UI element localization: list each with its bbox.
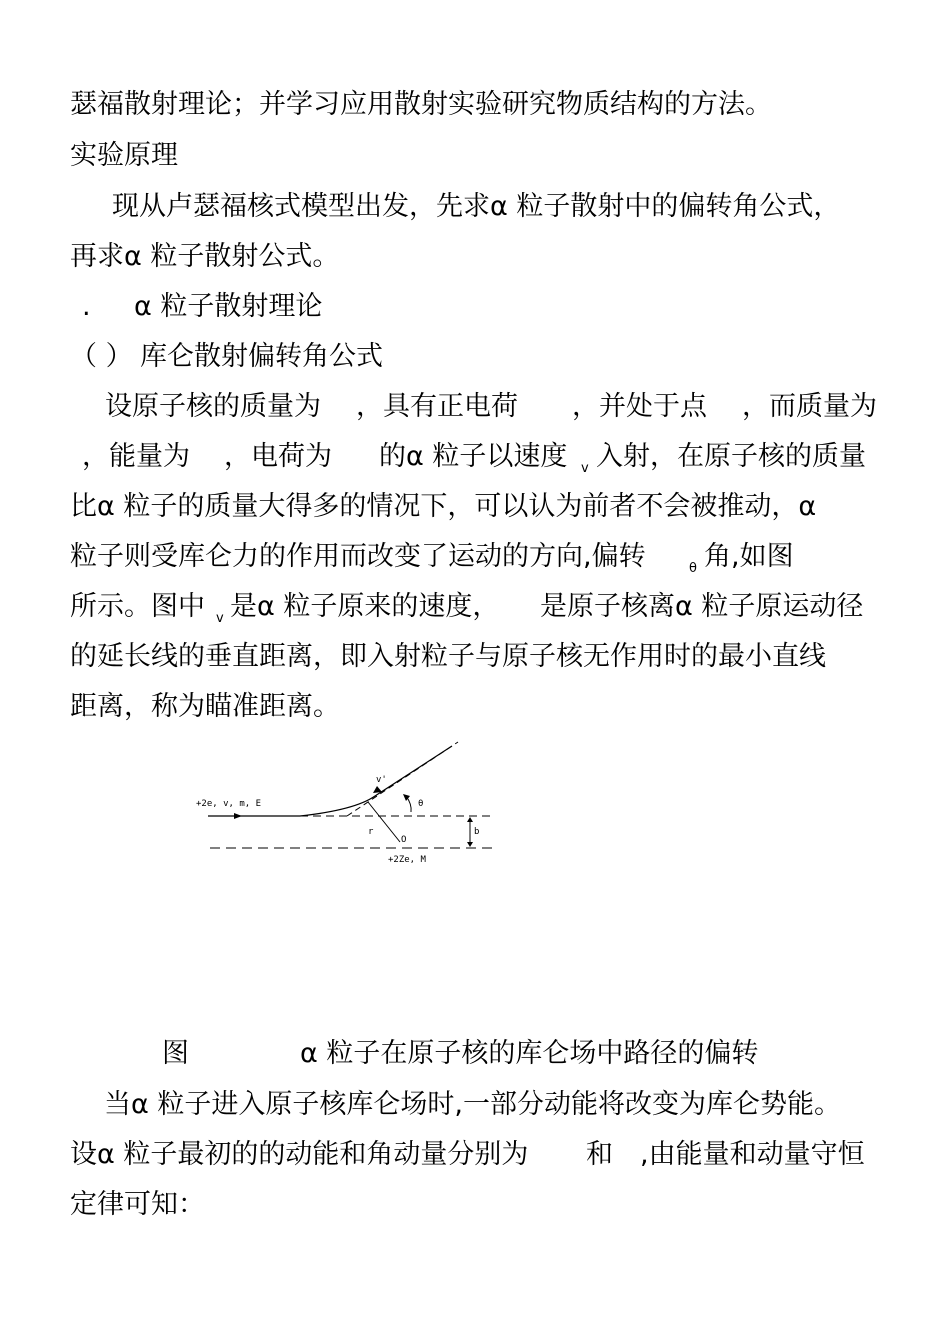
text-segment: ，而质量为 — [742, 391, 877, 422]
text-segment: 角,如图 — [704, 541, 794, 572]
label-vprime: v' — [376, 775, 387, 785]
text-line: 当α 粒子进入原子核库仑场时,一部分动能将改变为库仑势能。 — [104, 1089, 841, 1120]
text-segment: 粒子则受库仑力的作用而改变了运动的方向,偏转 — [70, 541, 646, 572]
b-arrow-down-icon — [467, 842, 473, 847]
text-segment: 入射，在原子核的质量 — [596, 441, 866, 472]
text-line: 现从卢瑟福核式模型出发，先求α 粒子散射中的偏转角公式， — [112, 191, 841, 222]
subsection-title: α 粒子散射理论 — [134, 291, 323, 322]
text-line: 距离，称为瞄准距离。 — [70, 691, 340, 722]
text-segment: 和 — [586, 1139, 613, 1170]
text-segment: ，能量为 — [82, 441, 190, 472]
subsubsection-marker: （ ） — [70, 341, 133, 372]
subscript: θ — [689, 561, 697, 576]
text-segment: ,由能量和动量守恒 — [640, 1139, 865, 1170]
text-segment: 的α 粒子以速度 — [379, 441, 568, 472]
text-segment: ，并处于点 — [572, 391, 707, 422]
text-segment: 是α 粒子原来的速度， — [230, 591, 500, 622]
label-particle: +2e, v, m, E — [196, 799, 262, 809]
text-line: 定律可知： — [70, 1189, 205, 1220]
subscript: v — [581, 461, 589, 476]
subsection-marker: . — [82, 291, 91, 322]
label-O: O — [401, 835, 407, 845]
text-segment: 所示。图中 — [70, 591, 205, 622]
figure-caption-prefix: 图 — [162, 1038, 189, 1069]
figure-caption: α 粒子在原子核的库仑场中路径的偏转 — [300, 1038, 759, 1069]
text-segment: 设α 粒子最初的的动能和角动量分别为 — [70, 1139, 529, 1170]
label-nucleus: +2Ze, M — [388, 855, 426, 865]
subsubsection-title: 库仑散射偏转角公式 — [140, 341, 383, 372]
text-segment: 设原子核的质量为 — [105, 391, 321, 422]
text-line: 再求α 粒子散射公式。 — [70, 241, 340, 272]
scattering-diagram — [190, 738, 500, 868]
text-segment: 是原子核离α 粒子原运动径 — [540, 591, 864, 622]
text-line: 的延长线的垂直距离，即入射粒子与原子核无作用时的最小直线 — [70, 641, 826, 672]
text-line: 比α 粒子的质量大得多的情况下，可以认为前者不会被推动，α — [70, 491, 817, 522]
text-segment: ，具有正电荷 — [356, 391, 518, 422]
label-r: r — [368, 827, 374, 837]
incident-arrow-icon — [234, 813, 242, 819]
vprime-arrow-icon — [373, 786, 382, 793]
subscript: v — [216, 611, 224, 626]
asymptote-line — [347, 742, 458, 816]
text-line: 瑟福散射理论；并学习应用散射实验研究物质结构的方法。 — [70, 89, 772, 120]
label-theta: θ — [418, 799, 424, 809]
text-segment: ，电荷为 — [224, 441, 332, 472]
section-heading: 实验原理 — [70, 140, 178, 171]
b-arrow-up-icon — [467, 817, 473, 822]
label-b: b — [474, 827, 480, 837]
